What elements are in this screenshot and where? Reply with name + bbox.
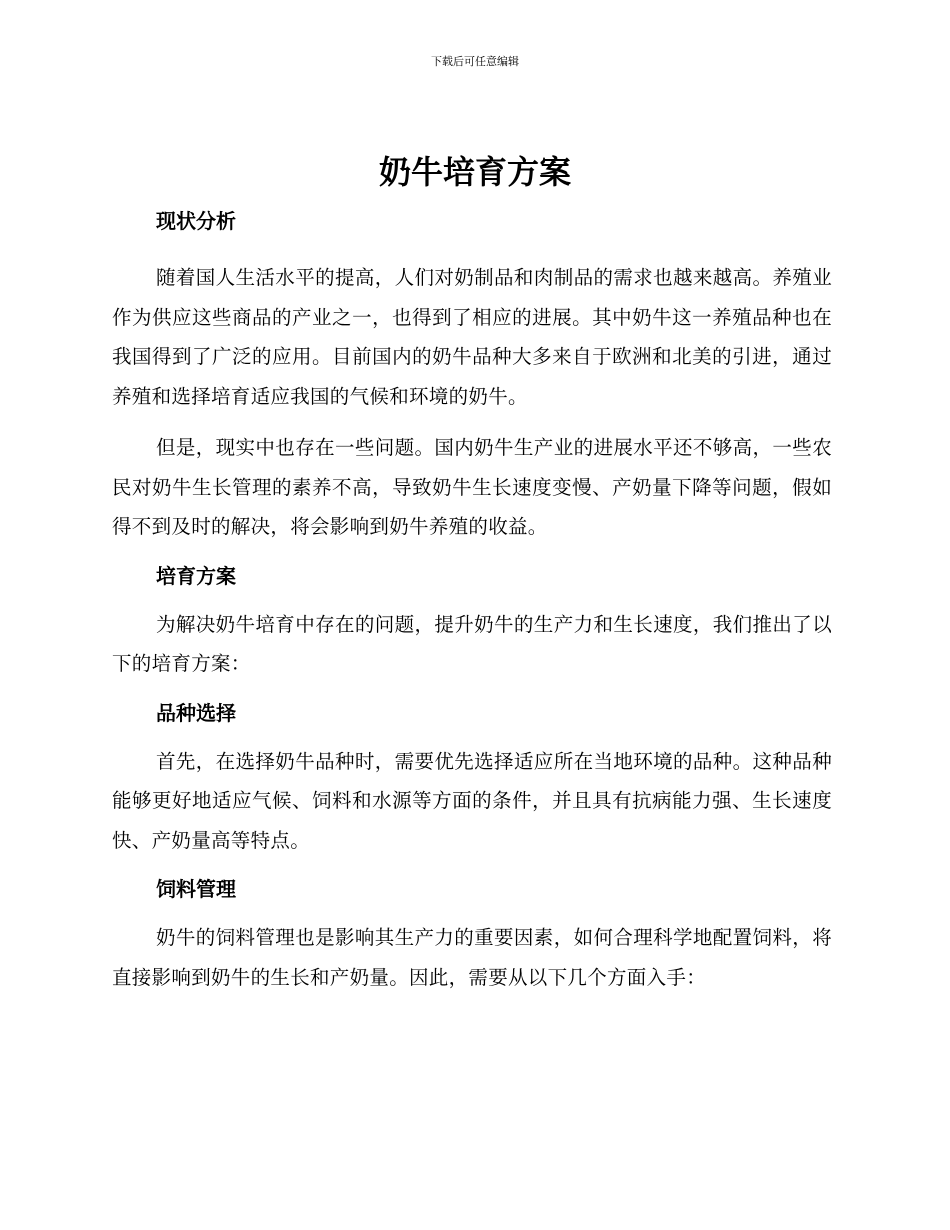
paragraph-feed-management: 奶牛的饲料管理也是影响其生产力的重要因素，如何合理科学地配置饲料，将直接影响到奶牛的生长和产奶量。因此，需要从以下几个方面入手：: [112, 926, 832, 989]
paragraph-status-2: 但是，现实中也存在一些问题。国内奶牛生产业的进展水平还不够高，一些农民对奶牛生长管理的素养不高，导致奶牛生长速度变慢、产奶量下降等问题，假如得不到及时的解决，将会影响到奶牛养殖的收益。: [112, 436, 832, 538]
document-body: [112, 200, 832, 997]
section-heading-feed-management: 饲料管理: [156, 877, 236, 901]
page-header-note: 下载后可任意编辑: [431, 55, 519, 68]
section-heading-breed-selection: 品种选择: [156, 700, 236, 725]
section-heading-breeding-plan: 培育方案: [156, 563, 236, 588]
paragraph-breeding-plan: 为解决奶牛培育中存在的问题，提升奶牛的生产力和生长速度，我们推出了以下的培育方案：: [112, 612, 832, 675]
paragraph-breed-selection: 首先，在选择奶牛品种时，需要优先选择适应所在当地环境的品种。这种品种能够更好地适应气候、饲料和水源等方面的条件，并且具有抗病能力强、生长速度快、产奶量高等特点。: [112, 749, 832, 852]
document-title: 奶牛培育方案: [378, 153, 571, 191]
paragraph-status-1: 随着国人生活水平的提高，人们对奶制品和肉制品的需求也越来越高。养殖业作为供应这些商品的产业之一，也得到了相应的进展。其中奶牛这一养殖品种也在我国得到了广泛的应用。目前国内的奶牛品种大多来自于欧洲和北美的引进，通过养殖和选择培育适应我国的气候和环境的奶牛。: [112, 266, 832, 408]
section-heading-current-status: 现状分析: [156, 209, 236, 233]
